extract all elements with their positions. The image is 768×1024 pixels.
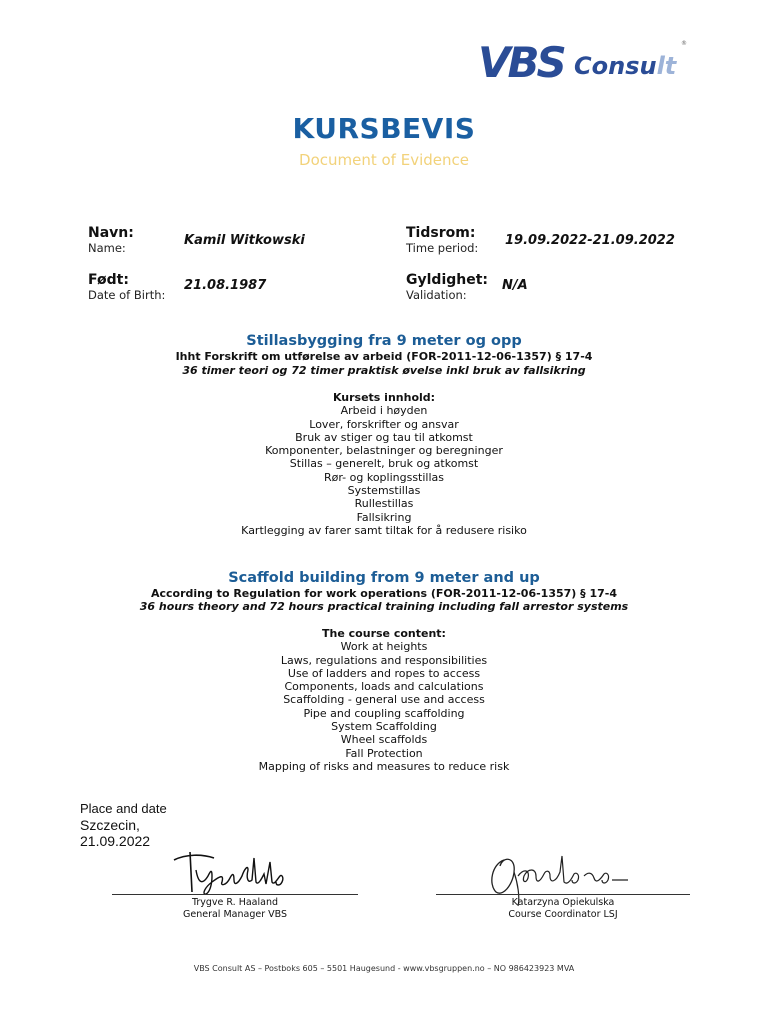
vbs-consult-logo bbox=[478, 38, 698, 88]
signature-right-role: Course Coordinator LSJ bbox=[508, 909, 618, 920]
list-item: Lover, forskrifter og ansvar bbox=[309, 417, 459, 431]
validation-sub-label: Validation: bbox=[406, 288, 467, 302]
list-item: Fall Protection bbox=[345, 746, 423, 760]
signature-left-line bbox=[112, 894, 358, 895]
period-label: Tidsrom: bbox=[406, 225, 476, 241]
list-item: Stillas – generelt, bruk og atkomst bbox=[289, 457, 479, 471]
list-item: Mapping of risks and measures to reduce risk bbox=[258, 759, 510, 773]
name-sub-label: Name: bbox=[88, 241, 126, 255]
document-subtitle: Document of Evidence bbox=[299, 151, 469, 169]
list-item: Use of ladders and ropes to access bbox=[287, 666, 481, 680]
dob-sub-label: Date of Birth: bbox=[88, 288, 166, 302]
signature-left-role: General Manager VBS bbox=[183, 909, 287, 920]
signature-right-caption bbox=[436, 897, 690, 921]
english-content-list bbox=[0, 627, 768, 773]
list-item: Scaffolding - general use and access bbox=[283, 693, 485, 707]
norwegian-content-heading: Kursets innhold: bbox=[332, 391, 436, 404]
list-item: Systemstillas bbox=[347, 484, 421, 498]
list-item: Rullestillas bbox=[354, 497, 414, 511]
registered-mark-icon: ® bbox=[681, 40, 687, 47]
footer-address: VBS Consult AS – Postboks 605 – 5501 Haugesund - www.vbsgruppen.no – NO 986423923 MVA bbox=[193, 964, 575, 973]
place-date: 21.09.2022 bbox=[80, 833, 151, 849]
list-item: Rør- og koplingsstillas bbox=[323, 470, 445, 484]
list-item: Komponenter, belastninger og beregninger bbox=[265, 444, 503, 458]
list-item: Kartlegging av farer samt tiltak for å redusere risiko bbox=[241, 523, 527, 537]
period-value: 19.09.2022-21.09.2022 bbox=[505, 233, 675, 248]
english-regulation: According to Regulation for work operations (FOR-2011-12-06-1357) § 17-4 bbox=[150, 587, 618, 600]
dob-value: 21.08.1987 bbox=[184, 278, 267, 293]
dob-label: Født: bbox=[88, 272, 129, 288]
signature-left-name: Trygve R. Haaland bbox=[191, 897, 279, 908]
name-label: Navn: bbox=[88, 225, 134, 241]
norwegian-regulation: Ihht Forskrift om utførelse av arbeid (FOR-2011-12-06-1357) § 17-4 bbox=[175, 350, 593, 363]
list-item: Laws, regulations and responsibilities bbox=[280, 653, 488, 667]
list-item: Arbeid i høyden bbox=[340, 404, 428, 418]
period-sub-label: Time period: bbox=[406, 241, 479, 255]
list-item: Work at heights bbox=[340, 640, 428, 654]
validation-label: Gyldighet: bbox=[406, 272, 489, 288]
list-item: Bruk av stiger og tau til atkomst bbox=[295, 430, 473, 444]
logo-vbs-text: VBS bbox=[478, 38, 564, 87]
validation-value: N/A bbox=[502, 278, 528, 293]
place-date-label: Place and date bbox=[80, 801, 167, 816]
signature-right-name: Katarzyna Opiekulska bbox=[511, 897, 615, 908]
place-city: Szczecin, bbox=[80, 817, 140, 833]
name-value: Kamil Witkowski bbox=[184, 233, 305, 248]
signature-left-caption bbox=[112, 897, 358, 921]
english-hours: 36 hours theory and 72 hours practical training including fall arrestor systems bbox=[139, 600, 629, 613]
signature-right-line bbox=[436, 894, 690, 895]
list-item: System Scaffolding bbox=[331, 720, 437, 734]
document-title: KURSBEVIS bbox=[292, 112, 476, 145]
list-item: Fallsikring bbox=[356, 510, 412, 524]
english-course-title: Scaffold building from 9 meter and up bbox=[228, 570, 540, 586]
logo-consult-text: Consult bbox=[574, 52, 677, 80]
list-item: Pipe and coupling scaffolding bbox=[303, 706, 465, 720]
list-item: Wheel scaffolds bbox=[340, 733, 428, 747]
norwegian-hours: 36 timer teori og 72 timer praktisk øvelse inkl bruk av fallsikring bbox=[182, 364, 586, 377]
english-content-heading: The course content: bbox=[322, 627, 446, 640]
norwegian-course-title: Stillasbygging fra 9 meter og opp bbox=[246, 333, 522, 349]
list-item: Components, loads and calculations bbox=[284, 680, 484, 694]
norwegian-content-list bbox=[0, 391, 768, 537]
signature-left-image bbox=[168, 848, 298, 896]
